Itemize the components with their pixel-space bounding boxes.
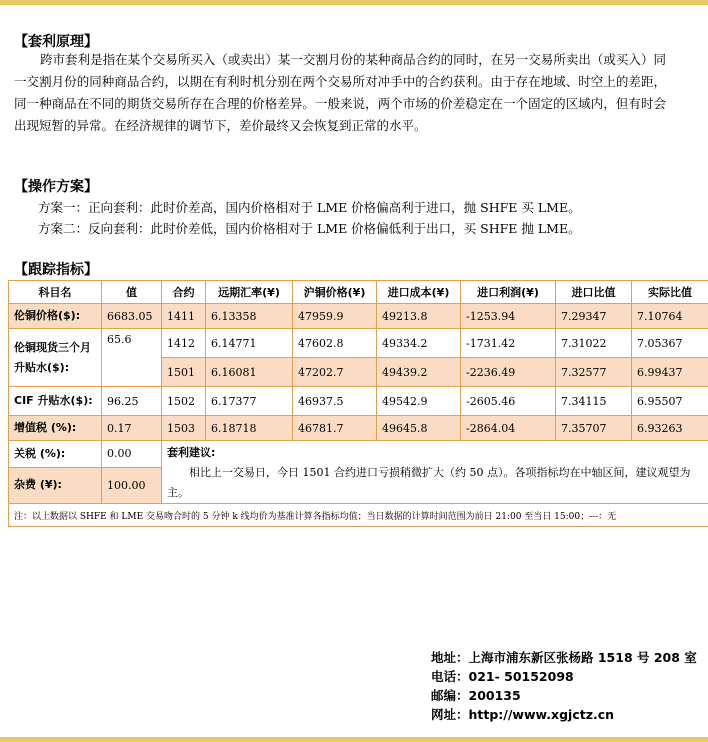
col-header-import-cost: 进口成本(¥)	[377, 281, 461, 304]
tracking-title: 【跟踪指标】	[14, 262, 98, 278]
col-header-shfe-price: 沪铜价格(¥)	[293, 281, 377, 304]
import-cost-cell: 49334.2	[377, 329, 461, 358]
shfe-price-cell: 47202.7	[293, 358, 377, 387]
header-row	[9, 281, 708, 304]
shfe-price-cell: 47959.9	[293, 304, 377, 329]
contract-cell: 1503	[162, 416, 206, 441]
contact-address: 地址：上海市浦东新区张杨路 1518 号 208 室	[431, 650, 697, 665]
import-profit-cell: -2236.49	[461, 358, 556, 387]
item-value: 65.6	[102, 329, 162, 387]
principle-title: 【套利原理】	[14, 34, 98, 50]
col-header-import-ratio: 进口比值	[556, 281, 632, 304]
item-value: 96.25	[102, 387, 162, 416]
contact-block	[431, 648, 697, 724]
advice-title: 套利建议:	[167, 446, 216, 459]
import-ratio-cell: 7.31022	[556, 329, 632, 358]
contract-cell: 1411	[162, 304, 206, 329]
table-row	[9, 304, 708, 329]
col-header-forward-rate: 远期汇率(¥)	[206, 281, 293, 304]
col-header-value: 值	[102, 281, 162, 304]
tracking-table	[8, 280, 708, 527]
contact-postcode: 邮编：200135	[431, 688, 521, 703]
import-profit-cell: -2605.46	[461, 387, 556, 416]
import-ratio-cell: 7.32577	[556, 358, 632, 387]
import-profit-cell: -2864.04	[461, 416, 556, 441]
actual-ratio-cell: 6.95507	[632, 387, 708, 416]
shfe-price-cell: 46781.7	[293, 416, 377, 441]
import-profit-cell: -1731.42	[461, 329, 556, 358]
item-label: 增值税 (%):	[9, 416, 102, 441]
actual-ratio-cell: 7.05367	[632, 329, 708, 358]
bottom-accent-bar	[0, 737, 708, 742]
principle-paragraph	[14, 49, 666, 137]
contact-website[interactable]: 网址：http://www.xgjctz.cn	[431, 707, 615, 722]
table-row	[9, 416, 708, 441]
note-row	[9, 504, 708, 527]
item-label: 伦铜价格($):	[9, 304, 102, 329]
actual-ratio-cell: 6.99437	[632, 358, 708, 387]
forward-rate-cell: 6.16081	[206, 358, 293, 387]
import-ratio-cell: 7.29347	[556, 304, 632, 329]
table-row	[9, 329, 708, 358]
item-value: 0.00	[102, 441, 162, 468]
contract-cell: 1502	[162, 387, 206, 416]
import-cost-cell: 49439.2	[377, 358, 461, 387]
plan-two: 方案二：反向套利：此时价差低，国内价格相对于 LME 价格偏低利于出口，买 SHFE 抛 LME。	[38, 221, 581, 236]
forward-rate-cell: 6.17377	[206, 387, 293, 416]
actual-ratio-cell: 7.10764	[632, 304, 708, 329]
item-label: CIF 升贴水($):	[9, 387, 102, 416]
item-value: 6683.05	[102, 304, 162, 329]
top-accent-bar	[0, 0, 708, 5]
actual-ratio-cell: 6.93263	[632, 416, 708, 441]
col-header-import-profit: 进口利润(¥)	[461, 281, 556, 304]
import-profit-cell: -1253.94	[461, 304, 556, 329]
item-label: 伦铜现货三个月升贴水($):	[9, 329, 102, 387]
item-label: 关税 (%):	[9, 441, 102, 468]
operation-title: 【操作方案】	[14, 179, 98, 195]
import-cost-cell: 49213.8	[377, 304, 461, 329]
col-header-actual-ratio: 实际比值	[632, 281, 708, 304]
principle-body: 跨市套利是指在某个交易所买入（或卖出）某一交割月份的某种商品合约的同时，在另一交易所卖出（或买入）同一交割月份的同种商品合约，以期在有利时机分别在两个交易所对冲手中的合约获利。由于存在地域、时空上的差距，同一种商品在不同的期货交易所存在合理的价格差异。一般来说，两个市场的价差稳定在一个固定的区域内，但有时会出现短暂的异常。在经济规律的调节下，差价最终又会恢复到正常的水平。	[14, 52, 666, 133]
forward-rate-cell: 6.14771	[206, 329, 293, 358]
col-header-contract: 合约	[162, 281, 206, 304]
item-value: 100.00	[102, 467, 162, 503]
plan-one: 方案一：正向套利：此时价差高，国内价格相对于 LME 价格偏高利于进口，抛 SHFE 买 LME。	[38, 200, 581, 215]
shfe-price-cell: 47602.8	[293, 329, 377, 358]
table-row	[9, 441, 708, 468]
contract-cell: 1501	[162, 358, 206, 387]
import-ratio-cell: 7.35707	[556, 416, 632, 441]
advice-cell	[162, 441, 708, 504]
forward-rate-cell: 6.18718	[206, 416, 293, 441]
import-cost-cell: 49645.8	[377, 416, 461, 441]
item-label: 杂费 (¥):	[9, 467, 102, 503]
forward-rate-cell: 6.13358	[206, 304, 293, 329]
advice-body: 相比上一交易日，今日 1501 合约进口亏损稍微扩大（约 50 点）。各项指标均在中轴区间，建议观望为主。	[167, 466, 691, 499]
contact-phone: 电话：021- 50152098	[431, 669, 574, 684]
shfe-price-cell: 46937.5	[293, 387, 377, 416]
import-cost-cell: 49542.9	[377, 387, 461, 416]
import-ratio-cell: 7.34115	[556, 387, 632, 416]
item-value: 0.17	[102, 416, 162, 441]
table-row	[9, 387, 708, 416]
col-header-subject: 科目名	[9, 281, 102, 304]
table-note: 注：以上数据以 SHFE 和 LME 交易吻合时的 5 分钟 k 线均价为基准计算各指标均值；当日数据的计算时间范围为前日 21:00 至当日 15:00；---：无	[9, 504, 708, 527]
contract-cell: 1412	[162, 329, 206, 358]
